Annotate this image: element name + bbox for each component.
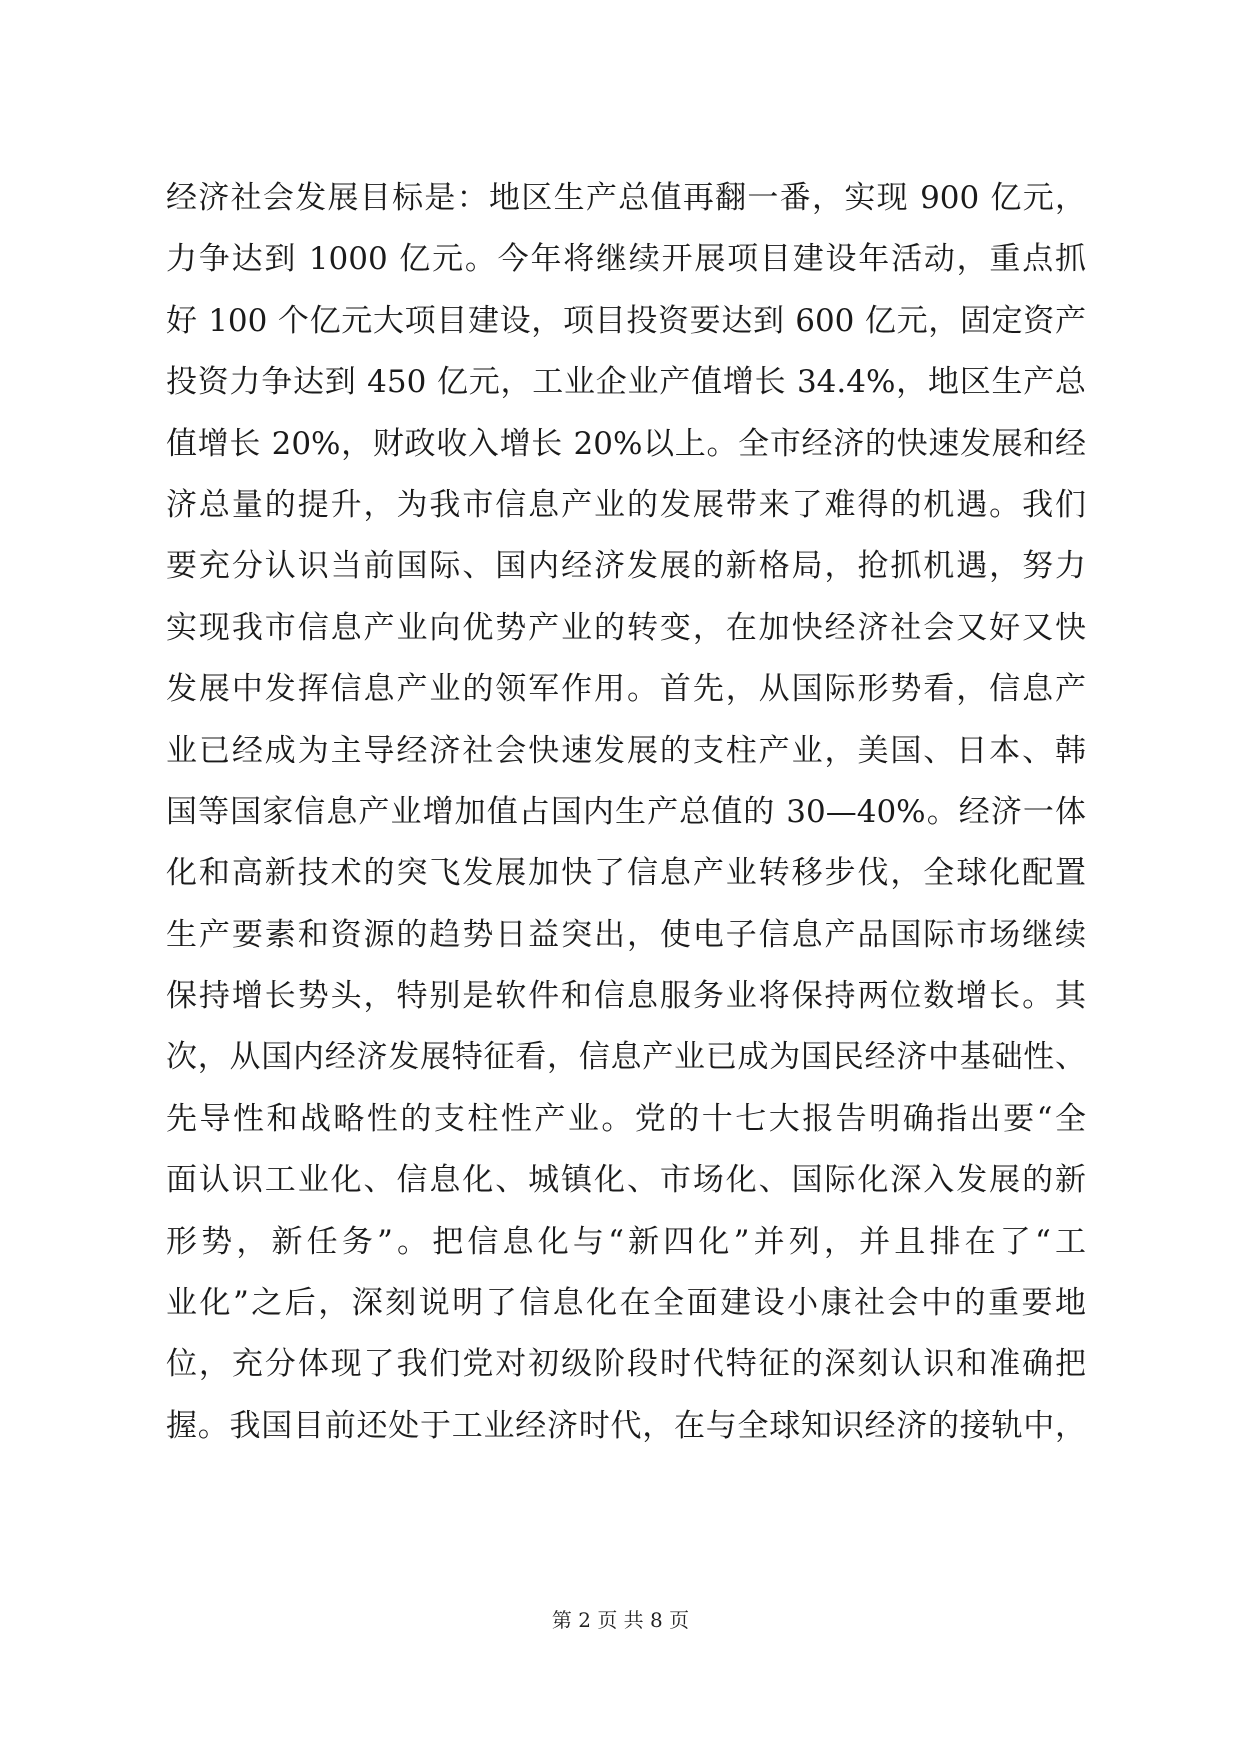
text-line: 业已经成为主导经济社会快速发展的支柱产业，美国、日本、韩 — [166, 732, 1086, 769]
text-line: 经济社会发展目标是：地区生产总值再翻一番，实现 900 亿元， — [166, 180, 1086, 216]
text-line: 次，从国内经济发展特征看，信息产业已成为国民经济中基础性、 — [166, 1039, 1086, 1076]
text-line: 生产要素和资源的趋势日益突出，使电子信息产品国际市场继续 — [166, 916, 1086, 953]
text-line: 发展中发挥信息产业的领军作用。首先，从国际形势看，信息产 — [166, 671, 1086, 708]
text-line: 先导性和战略性的支柱性产业。党的十七大报告明确指出要“全 — [166, 1100, 1086, 1137]
text-line: 好 100 个亿元大项目建设，项目投资要达到 600 亿元，固定资产 — [166, 302, 1086, 339]
text-line: 握。我国目前还处于工业经济时代，在与全球知识经济的接轨中， — [166, 1407, 1086, 1444]
text-line: 值增长 20%，财政收入增长 20%以上。全市经济的快速发展和经 — [166, 425, 1086, 462]
text-line: 济总量的提升，为我市信息产业的发展带来了难得的机遇。我们 — [166, 486, 1086, 523]
text-line: 化和高新技术的突飞发展加快了信息产业转移步伐，全球化配置 — [166, 855, 1086, 892]
text-line: 保持增长势头，特别是软件和信息服务业将保持两位数增长。其 — [166, 978, 1086, 1015]
text-line: 力争达到 1000 亿元。今年将继续开展项目建设年活动，重点抓 — [166, 241, 1086, 278]
body-paragraph — [166, 168, 1086, 1457]
text-line: 实现我市信息产业向优势产业的转变，在加快经济社会又好又快 — [166, 609, 1086, 646]
page-number-footer: 第 2 页 共 8 页 — [551, 1608, 690, 1632]
text-line: 国等国家信息产业增加值占国内生产总值的 30—40%。经济一体 — [166, 793, 1086, 830]
text-line: 位，充分体现了我们党对初级阶段时代特征的深刻认识和准确把 — [166, 1346, 1086, 1383]
text-line: 业化”之后，深刻说明了信息化在全面建设小康社会中的重要地 — [166, 1285, 1086, 1322]
text-line: 面认识工业化、信息化、城镇化、市场化、国际化深入发展的新 — [166, 1162, 1086, 1199]
text-line: 要充分认识当前国际、国内经济发展的新格局，抢抓机遇，努力 — [166, 548, 1086, 585]
text-line: 投资力争达到 450 亿元，工业企业产值增长 34.4%，地区生产总 — [166, 364, 1086, 401]
text-line: 形势，新任务”。把信息化与“新四化”并列，并且排在了“工 — [166, 1223, 1086, 1260]
